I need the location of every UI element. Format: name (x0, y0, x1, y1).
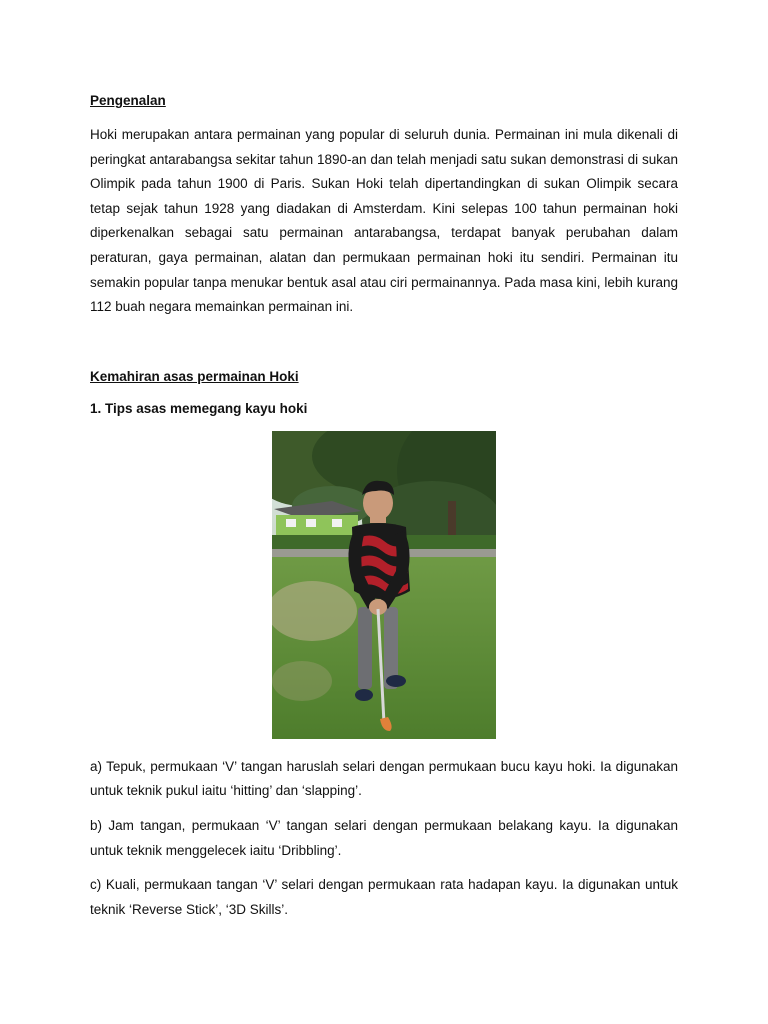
intro-heading: Pengenalan (90, 93, 166, 108)
grip-tip-item: b) Jam tangan, permukaan ‘V’ tangan selari dengan permukaan belakang kayu. Ia digunakan untuk teknik menggelecek iaitu ‘Dribbling’. (90, 817, 678, 858)
intro-paragraph: Hoki merupakan antara permainan yang popular di seluruh dunia. Permainan ini mula dikenali di peringkat antarabangsa sekitar tahun 1890-an dan telah menjadi satu sukan demonstrasi di sukan Olimpik pada tahun 1900 di Paris. Sukan Hoki telah dipertandingkan di sukan Olimpik secara tetap sejak tahun 1928 yang diadakan di Amsterdam. Kini selepas 100 tahun permainan hoki diperkenalkan sebagai satu permainan antarabangsa, terdapat banyak perubahan dalam peraturan, gaya permainan, alatan dan permukaan permainan hoki itu sendiri. Permainan itu semakin popular tanpa menukar bentuk asal atau ciri permainannya. Pada masa kini, lebih kurang 112 buah negara memainkan permainan ini. (90, 127, 678, 315)
skills-heading: Kemahiran asas permainan Hoki (90, 368, 299, 384)
grip-tip-item: a) Tepuk, permukaan ‘V’ tangan haruslah selari dengan permukaan bucu kayu hoki. Ia digunakan untuk teknik pukul iaitu ‘hitting’ dan ‘slapping’. (90, 758, 678, 799)
tips-heading: 1. Tips asas memegang kayu hoki (90, 400, 308, 416)
grip-tip-item: c) Kuali, permukaan tangan ‘V’ selari dengan permukaan rata hadapan kayu. Ia digunakan untuk teknik ‘Reverse Stick’, ‘3D Skills’. (90, 877, 678, 917)
hockey-grip-photo (272, 431, 496, 739)
document-page (90, 90, 678, 922)
hockey-player-photo-illustration (272, 431, 496, 739)
